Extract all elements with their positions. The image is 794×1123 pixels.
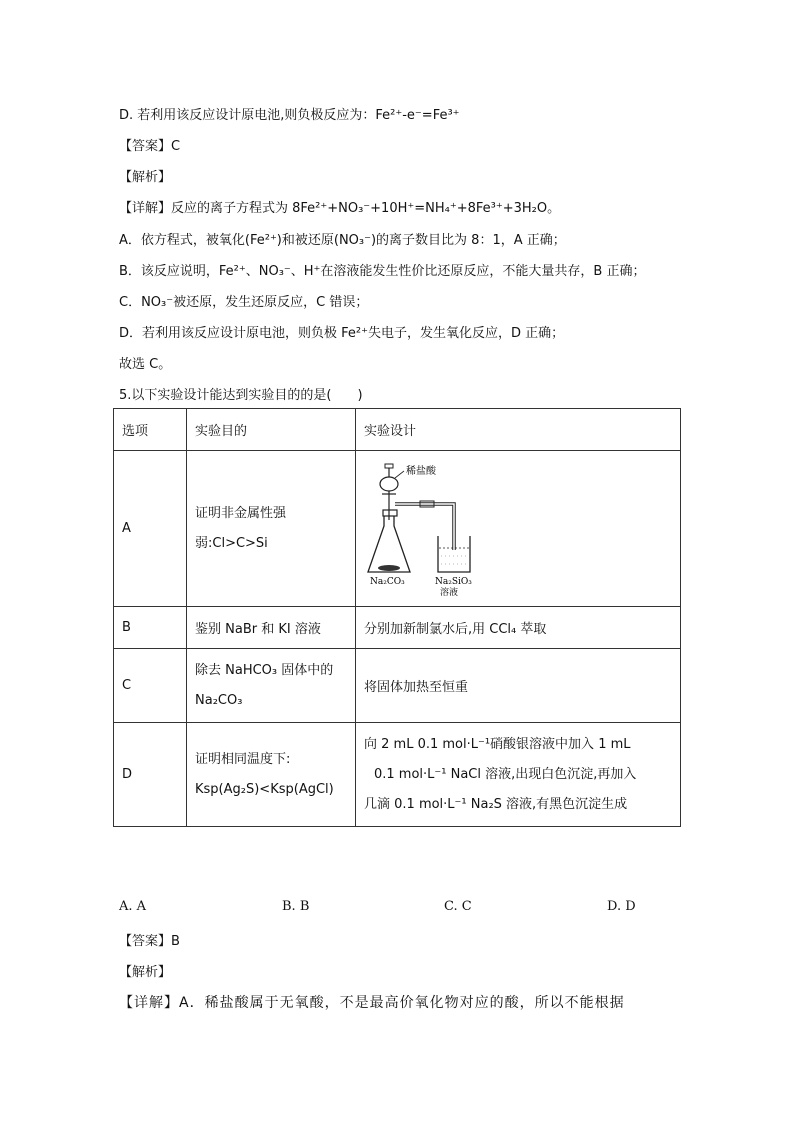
funnel-label: 稀盐酸 xyxy=(406,465,436,477)
explanation-d: D．若利用该反应设计原电池，则负极 Fe²⁺失电子，发生氧化反应，D 正确； xyxy=(119,326,565,341)
explanation-b: B．该反应说明，Fe²⁺、NO₃⁻、H⁺在溶液能发生性价比还原反应，不能大量共存，B 正确； xyxy=(119,264,646,279)
design-line: 向 2 mL 0.1 mol·L⁻¹硝酸银溶液中加入 1 mL xyxy=(364,736,631,752)
answer-label: 【答案】B xyxy=(119,934,180,949)
row-purpose: 鉴别 NaBr 和 KI 溶液 xyxy=(187,607,356,649)
funnel-bulb xyxy=(380,477,398,491)
table-header-row xyxy=(114,409,681,451)
question-5: 5.以下实验设计能达到实验目的的是( ) xyxy=(119,388,363,403)
conical-flask xyxy=(368,516,410,572)
row-option: B xyxy=(114,607,187,649)
beaker-label: 溶液 xyxy=(440,587,459,598)
purpose-line: 证明非金属性强 xyxy=(195,505,287,521)
beaker-label: Na₂SiO₃ xyxy=(435,576,472,587)
solid-na2co3 xyxy=(378,565,400,571)
choice-a: A. A xyxy=(119,899,147,914)
flask-label: Na₂CO₃ xyxy=(370,576,405,587)
row-design-apparatus xyxy=(356,451,681,607)
table-row xyxy=(114,723,681,827)
row-design: 将固体加热至恒重 xyxy=(356,649,681,723)
delivery-tube-inner xyxy=(395,504,454,550)
table-row xyxy=(114,649,681,723)
design-line: 0.1 mol·L⁻¹ NaCl 溶液,出现白色沉淀,再加入 xyxy=(374,766,637,782)
analysis-label: 【解析】 xyxy=(119,170,172,185)
purpose-line: 除去 NaHCO₃ 固体中的 xyxy=(195,662,334,678)
purpose-line: 弱:Cl>C>Si xyxy=(195,535,268,551)
row-purpose xyxy=(187,649,356,723)
choice-d: D. D xyxy=(607,899,636,914)
flask-stopper xyxy=(383,510,397,516)
answer-label: 【答案】C xyxy=(119,139,181,154)
purpose-line: 证明相同温度下: xyxy=(195,751,291,767)
funnel-stopper xyxy=(385,464,393,468)
design-line: 几滴 0.1 mol·L⁻¹ Na₂S 溶液,有黑色沉淀生成 xyxy=(364,796,628,812)
purpose-line: Ksp(Ag₂S)<Ksp(AgCl) xyxy=(195,781,334,797)
option-d-text: D. 若利用该反应设计原电池,则负极反应为：Fe²⁺-e⁻=Fe³⁺ xyxy=(119,108,460,123)
row-option: D xyxy=(114,723,187,827)
header-design: 实验设计 xyxy=(356,409,681,451)
header-purpose: 实验目的 xyxy=(187,409,356,451)
delivery-tube-outer xyxy=(395,504,454,550)
row-design xyxy=(356,723,681,827)
row-option: C xyxy=(114,649,187,723)
choice-b: B. B xyxy=(282,899,310,914)
apparatus-diagram xyxy=(362,460,482,598)
row-design: 分别加新制氯水后,用 CCl₄ 萃取 xyxy=(356,607,681,649)
table-row xyxy=(114,451,681,607)
table-row xyxy=(114,607,681,649)
experiment-table xyxy=(113,408,681,827)
row-option: A xyxy=(114,451,187,607)
funnel-pointer xyxy=(395,471,404,478)
row-purpose xyxy=(187,451,356,607)
purpose-line: Na₂CO₃ xyxy=(195,692,243,708)
analysis-label: 【解析】 xyxy=(119,965,172,980)
detail-a: 【详解】A．稀盐酸属于无氧酸，不是最高价氧化物对应的酸，所以不能根据 xyxy=(119,995,625,1011)
header-option: 选项 xyxy=(114,409,187,451)
explanation-a: A．依方程式，被氧化(Fe²⁺)和被还原(NO₃⁻)的离子数目比为 8：1，A 正确； xyxy=(119,233,566,248)
explanation-c: C．NO₃⁻被还原，发生还原反应，C 错误； xyxy=(119,295,369,310)
conclusion: 故选 C。 xyxy=(119,357,172,372)
row-purpose xyxy=(187,723,356,827)
detail-equation: 【详解】反应的离子方程式为 8Fe²⁺+NO₃⁻+10H⁺=NH₄⁺+8Fe³⁺+3H₂O。 xyxy=(119,201,561,216)
choice-c: C. C xyxy=(444,899,472,914)
